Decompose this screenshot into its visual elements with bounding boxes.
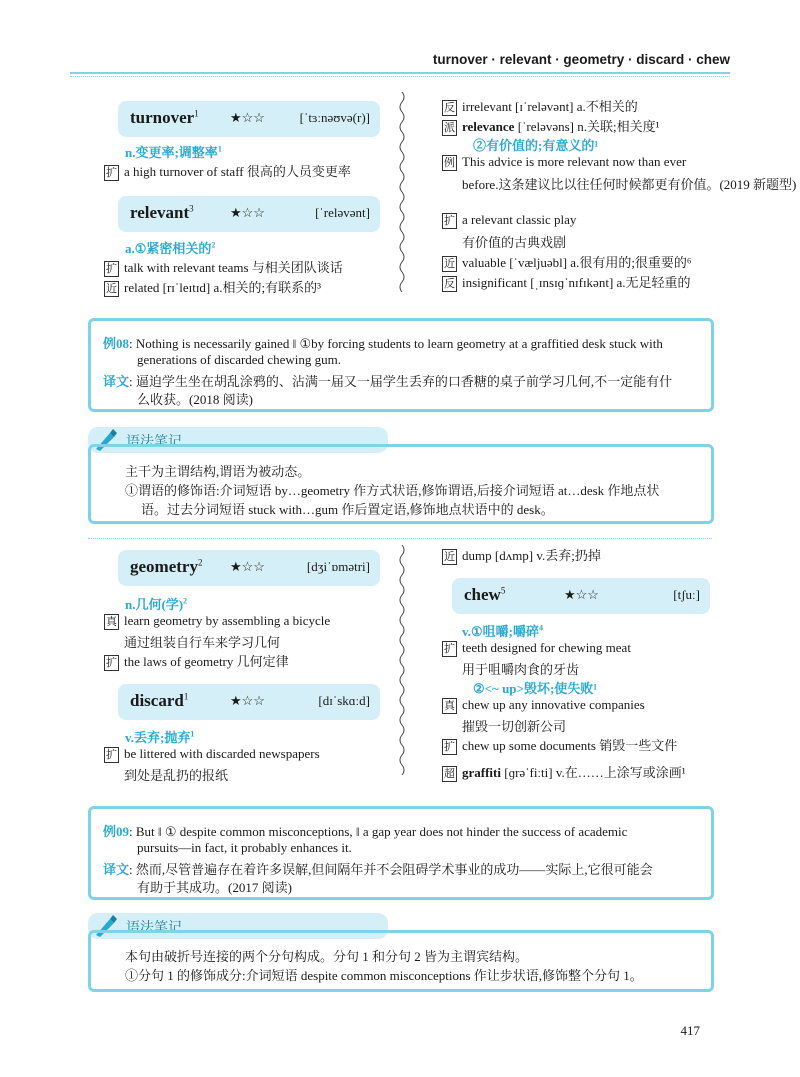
- tag-icon: 真: [106, 615, 117, 629]
- usage-line: 扩 a relevant classic play: [444, 212, 577, 228]
- phonetic: [tʃuː]: [673, 587, 700, 602]
- tag-icon: 真: [444, 699, 455, 713]
- note-line: 本句由破折号连接的两个分句构成。分句 1 和分句 2 皆为主谓宾结构。: [125, 949, 529, 964]
- note-line: ①分句 1 的修饰成分:介词短语 despite common misconceptions 作让步状语,修饰整个分句 1。: [125, 968, 643, 983]
- tag-icon: 例: [444, 156, 455, 170]
- word-card-geometry: [118, 550, 380, 586]
- example-chinese-line: 译文: 然而,尽管普遍存在着许多误解,但间隔年并不会阻碍学术事业的成功——实际上,它很可能会: [103, 862, 653, 877]
- usage-line: 扩 a high turnover of staff 很高的人员变更率: [106, 164, 351, 180]
- section-separator: [88, 538, 712, 539]
- example-chinese-line: 译文: 逼迫学生坐在胡乱涂鸦的、沾满一届又一届学生丢弃的口香糖的桌子前学习几何,不一定能有什: [103, 374, 673, 389]
- usage-line: 超 graffiti [ɡrəˈfiːti] v.在……上涂写或涂画¹: [444, 765, 686, 781]
- pos-definition: ②有价值的;有意义的¹: [473, 138, 599, 153]
- usage-line: 真 chew up any innovative companies: [444, 697, 645, 713]
- example-box-09: [88, 806, 714, 900]
- note-line: 语。过去分词短语 stuck with…gum 作后置定语,修饰地点状语中的 desk。: [141, 502, 554, 517]
- usage-line: 到处是乱扔的报纸: [124, 768, 229, 783]
- example-english-line: 例08: Nothing is necessarily gained ‖ ①by forcing students to learn geometry at a graffitied desk stuck with: [103, 336, 663, 351]
- star-rating: ★☆☆: [230, 110, 265, 125]
- page-header-title: turnover · relevant · geometry · discard · chew: [432, 52, 730, 67]
- headword: chew$^5$: [464, 585, 506, 604]
- header-rule: [70, 72, 730, 74]
- star-rating: ★☆☆: [230, 205, 265, 220]
- tag-icon: 超: [444, 767, 455, 781]
- tag-icon: 扩: [106, 166, 117, 180]
- tag-icon: 近: [444, 257, 455, 271]
- header-rule-dotted: [70, 76, 730, 77]
- star-rating: ★☆☆: [230, 559, 265, 574]
- usage-line: 通过组装自行车来学习几何: [124, 635, 281, 650]
- headword: relevant$^3$: [130, 203, 194, 222]
- usage-line: 扩 the laws of geometry 几何定律: [106, 654, 289, 670]
- grammar-note-box: [88, 444, 714, 524]
- pos-definition: n.变更率;调整率$^1$: [125, 144, 222, 160]
- word-card-relevant: [118, 196, 380, 232]
- pos-definition: v.丢弃;抛弃$^1$: [125, 729, 195, 745]
- tag-icon: 反: [444, 101, 455, 115]
- tag-icon: 扩: [444, 642, 455, 656]
- usage-line: 摧毁一切创新公司: [462, 719, 567, 734]
- grammar-note-title: 语法笔记: [126, 919, 182, 935]
- phonetic: [ˈtɜːnəʊvə(r)]: [299, 110, 370, 125]
- column-divider: [397, 545, 407, 775]
- usage-line: 反 insignificant [ˌɪnsɪɡˈnɪfɪkənt] a.无足轻重的: [444, 275, 691, 291]
- example-english-line: 例09: But ‖ ① despite common misconceptions, ‖ a gap year does not hinder the success of academic: [103, 824, 628, 839]
- example-chinese-line: 么收获。(2018 阅读): [137, 392, 253, 407]
- phonetic: [dʒiˈɒmətri]: [306, 559, 370, 574]
- tag-icon: 扩: [106, 656, 117, 670]
- headword: turnover$^1$: [130, 108, 199, 127]
- example-box-08: [88, 318, 714, 412]
- pos-definition: ②<~ up>毁坏;使失败¹: [473, 681, 598, 696]
- word-card-chew: [452, 578, 710, 614]
- tag-icon: 扩: [106, 748, 117, 762]
- pos-definition: a.①紧密相关的$^2$: [125, 240, 216, 256]
- usage-line: 近 dump [dʌmp] v.丢弃;扔掉: [444, 548, 601, 564]
- example-chinese-line: 有助于其成功。(2017 阅读): [137, 880, 292, 895]
- usage-line: 派 relevance [ˈreləvəns] n.关联;相关度¹: [444, 119, 660, 135]
- headword: discard$^1$: [130, 691, 189, 710]
- usage-line: 反 irrelevant [ɪˈreləvənt] a.不相关的: [444, 99, 638, 115]
- tag-icon: 扩: [444, 740, 455, 754]
- phonetic: [dɪˈskɑːd]: [318, 693, 370, 708]
- note-line: 主干为主谓结构,谓语为被动态。: [125, 464, 311, 479]
- tag-icon: 反: [444, 277, 455, 291]
- usage-line: 近 related [rɪˈleɪtɪd] a.相关的;有联系的³: [106, 280, 322, 296]
- usage-line: 扩 talk with relevant teams 与相关团队谈话: [106, 260, 343, 276]
- pos-definition: n.几何(学)$^2$: [125, 596, 188, 612]
- usage-line: 有价值的古典戏剧: [462, 235, 567, 250]
- example-english-line: pursuits—in fact, it probably enhances it.: [137, 840, 352, 855]
- pos-definition: v.①咀嚼;嚼碎$^4$: [462, 623, 544, 639]
- example-label: 例09: [103, 824, 130, 839]
- star-rating: ★☆☆: [564, 587, 599, 602]
- translation-label: 译文: [103, 374, 130, 389]
- usage-line: 扩 chew up some documents 销毁一些文件: [444, 738, 678, 754]
- tag-icon: 近: [106, 282, 117, 296]
- example-label: 例08: [103, 336, 130, 351]
- tag-icon: 近: [444, 550, 455, 564]
- word-card-discard: [118, 684, 380, 720]
- usage-line: 近 valuable [ˈvæljuəbl] a.很有用的;很重要的⁶: [444, 255, 692, 271]
- tag-icon: 派: [444, 121, 455, 135]
- example-english-line: generations of discarded chewing gum.: [137, 352, 341, 367]
- usage-line: 例 This advice is more relevant now than ever: [444, 154, 687, 170]
- usage-line: before.这条建议比以往任何时候都更有价值。(2019 新题型): [462, 177, 797, 192]
- tag-icon: 扩: [444, 214, 455, 228]
- headword: geometry$^2$: [130, 557, 203, 576]
- usage-line: 用于咀嚼肉食的牙齿: [462, 662, 580, 677]
- phonetic: [ˈreləvənt]: [315, 205, 370, 220]
- word-card-turnover: [118, 101, 380, 137]
- column-divider: [397, 92, 407, 292]
- grammar-note-title: 语法笔记: [126, 433, 182, 449]
- grammar-note-box: [88, 930, 714, 992]
- page-number: 417: [680, 1023, 700, 1038]
- usage-line: 真 learn geometry by assembling a bicycle: [106, 613, 331, 629]
- usage-line: 扩 be littered with discarded newspapers: [106, 746, 320, 762]
- tag-icon: 扩: [106, 262, 117, 276]
- translation-label: 译文: [103, 862, 130, 877]
- note-line: ①谓语的修饰语:介词短语 by…geometry 作方式状语,修饰谓语,后接介词短语 at…desk 作地点状: [125, 483, 660, 498]
- star-rating: ★☆☆: [230, 693, 265, 708]
- usage-line: 扩 teeth designed for chewing meat: [444, 640, 631, 656]
